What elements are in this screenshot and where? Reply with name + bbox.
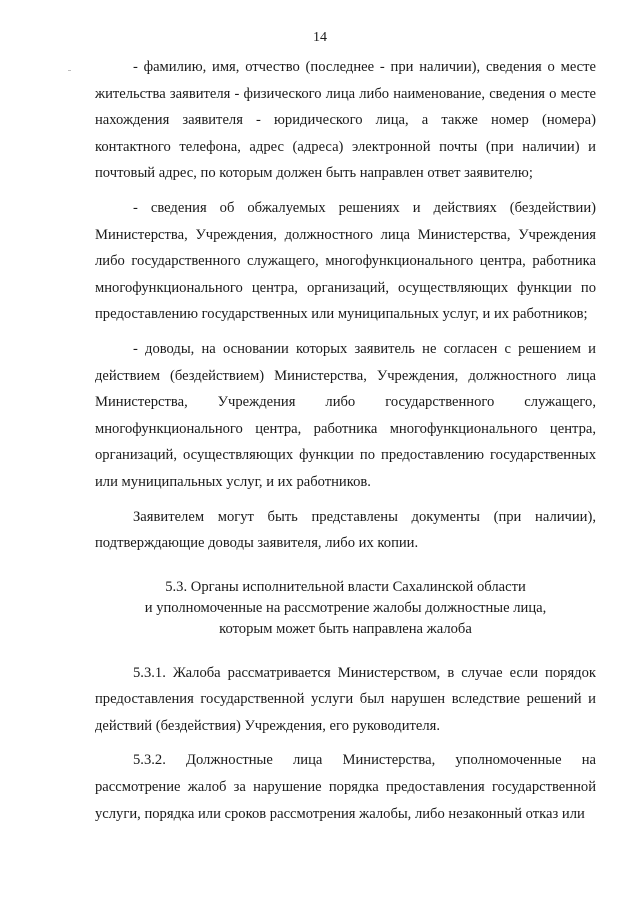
scan-speck	[68, 70, 71, 71]
document-body	[95, 54, 596, 827]
paragraph-supporting-documents: Заявителем могут быть представлены документы (при наличии), подтверждающие доводы заявителя, либо их копии.	[95, 508, 596, 552]
page-number: 14	[313, 30, 327, 45]
paragraph-5-3-2: 5.3.2. Должностные лица Министерства, уполномоченные на рассмотрение жалоб за нарушение порядка предоставления государственной услуги, порядка или сроков рассмотрения жалобы, либо незаконный отказ или	[95, 752, 596, 822]
paragraph-contact-details: - фамилию, имя, отчество (последнее - при наличии), сведения о месте жительства заявителя - физического лица либо наименование, сведения о месте нахождения заявителя - юридического лица, а также номер (номера) контактного телефона, адрес (адреса) электронной почты (при наличии) и почтовый адрес, по которым должен быть направлен ответ заявителю;	[95, 59, 596, 182]
paragraph-arguments: - доводы, на основании которых заявитель не согласен с решением и действием (бездействием) Министерства, Учреждения, должностного лица Министерства, Учреждения либо государственного служащего, многофункционального центра, работника многофункционального центра, организаций, осуществляющих функции по предоставлению государственных или муниципальных услуг, и их работников.	[95, 340, 596, 490]
section-heading-line: 5.3. Органы исполнительной власти Сахалинской области	[165, 578, 526, 595]
section-heading-line: которым может быть направлена жалоба	[219, 620, 472, 637]
section-heading-line: и уполномоченные на рассмотрение жалобы должностные лица,	[144, 599, 547, 616]
section-heading	[95, 577, 596, 640]
paragraph-appealed-decisions: - сведения об обжалуемых решениях и действиях (бездействии) Министерства, Учреждения, должностного лица Министерства, Учреждения либо государственного служащего, многофункционального центра, работника многофункционального центра, организаций, осуществляющих функции по предоставлению государственных или муниципальных услуг, и их работников;	[95, 199, 596, 323]
paragraph-5-3-1: 5.3.1. Жалоба рассматривается Министерством, в случае если порядок предоставления государственной услуги был нарушен вследствие решений и действий (бездействия) Учреждения, его руководителя.	[95, 664, 596, 734]
